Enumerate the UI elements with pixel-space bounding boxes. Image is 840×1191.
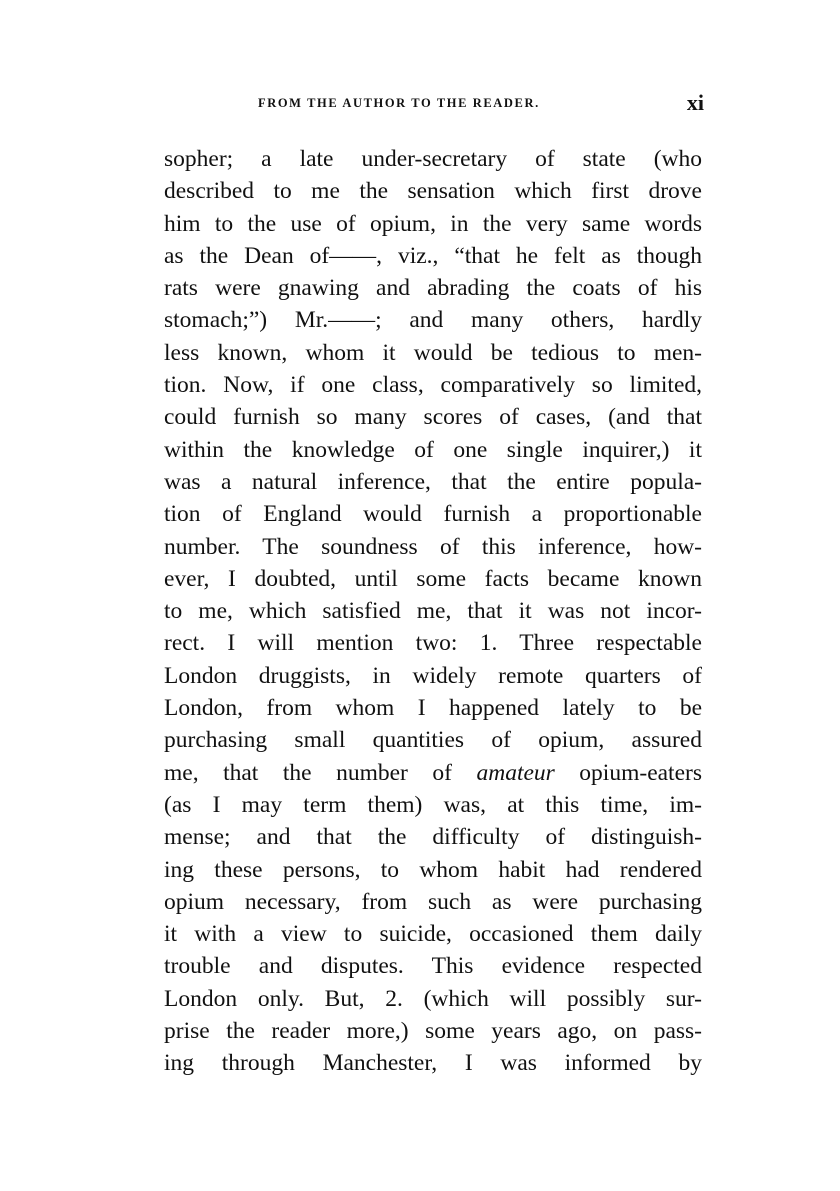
text-segment: within the knowledge of one single inquirer,) it: [164, 436, 702, 463]
text-line: [164, 563, 702, 595]
text-line: [164, 627, 702, 659]
text-line: [164, 434, 702, 466]
text-segment: (as I may term them) was, at this time, im-: [164, 791, 702, 818]
text-segment: opium-eaters: [554, 759, 702, 786]
text-line: [164, 466, 702, 498]
text-segment: me, that the number of: [164, 759, 477, 786]
running-head: [164, 92, 708, 118]
page-number: xi: [686, 90, 704, 115]
text-line: [164, 498, 702, 530]
text-segment: tion of England would furnish a proportionable: [164, 501, 702, 528]
text-line: [164, 369, 702, 401]
text-line: [164, 724, 702, 756]
text-line: [164, 757, 702, 789]
text-line: [164, 950, 702, 982]
text-segment: less known, whom it would be tedious to men-: [164, 339, 702, 366]
text-segment: it with a view to suicide, occasioned them daily: [164, 921, 702, 948]
body-text: [164, 143, 702, 1080]
text-line: [164, 1047, 702, 1079]
text-segment: stomach;”) Mr.——; and many others, hardly: [164, 307, 702, 334]
text-segment: London druggists, in widely remote quarters of: [164, 662, 702, 689]
text-line: [164, 918, 702, 950]
text-line: [164, 660, 702, 692]
text-segment: as the Dean of——, viz., “that he felt as though: [164, 242, 702, 269]
text-segment: described to me the sensation which first drove: [164, 178, 702, 205]
text-segment: number. The soundness of this inference, how-: [164, 533, 702, 560]
text-line: [164, 854, 702, 886]
text-segment: London only. But, 2. (which will possibly sur-: [164, 985, 702, 1012]
text-line: [164, 886, 702, 918]
text-line: [164, 304, 702, 336]
text-line: [164, 692, 702, 724]
text-segment: could furnish so many scores of cases, (and that: [164, 404, 702, 431]
text-line: [164, 143, 702, 175]
text-line: [164, 595, 702, 627]
text-segment: to me, which satisfied me, that it was not incor-: [164, 598, 702, 625]
text-line: [164, 175, 702, 207]
text-segment: rats were gnawing and abrading the coats of his: [164, 275, 702, 302]
text-segment: ever, I doubted, until some facts became known: [164, 565, 702, 592]
text-segment: London, from whom I happened lately to be: [164, 695, 702, 722]
text-segment: sopher; a late under-secretary of state (who: [164, 146, 702, 172]
running-title: FROM THE AUTHOR TO THE READER.: [258, 96, 540, 110]
text-segment: purchasing small quantities of opium, assured: [164, 727, 702, 754]
text-line: [164, 821, 702, 853]
text-segment: ing these persons, to whom habit had rendered: [164, 856, 702, 883]
text-segment: tion. Now, if one class, comparatively so limited,: [164, 372, 702, 399]
text-line: [164, 789, 702, 821]
text-line: [164, 401, 702, 433]
text-segment: trouble and disputes. This evidence respected: [164, 953, 702, 980]
text-line: [164, 983, 702, 1015]
italic-term: amateur: [476, 759, 555, 786]
text-segment: was a natural inference, that the entire popula-: [164, 468, 702, 495]
text-line: [164, 272, 702, 304]
text-line: [164, 531, 702, 563]
text-line: [164, 1015, 702, 1047]
text-line: [164, 240, 702, 272]
text-segment: ing through Manchester, I was informed by: [164, 1050, 702, 1077]
text-segment: rect. I will mention two: 1. Three respectable: [164, 630, 702, 657]
text-segment: prise the reader more,) some years ago, on pass-: [164, 1018, 702, 1045]
text-segment: him to the use of opium, in the very same words: [164, 210, 702, 237]
text-line: [164, 337, 702, 369]
text-segment: mense; and that the difficulty of distinguish-: [164, 824, 702, 851]
text-segment: opium necessary, from such as were purchasing: [164, 888, 702, 915]
text-line: [164, 208, 702, 240]
